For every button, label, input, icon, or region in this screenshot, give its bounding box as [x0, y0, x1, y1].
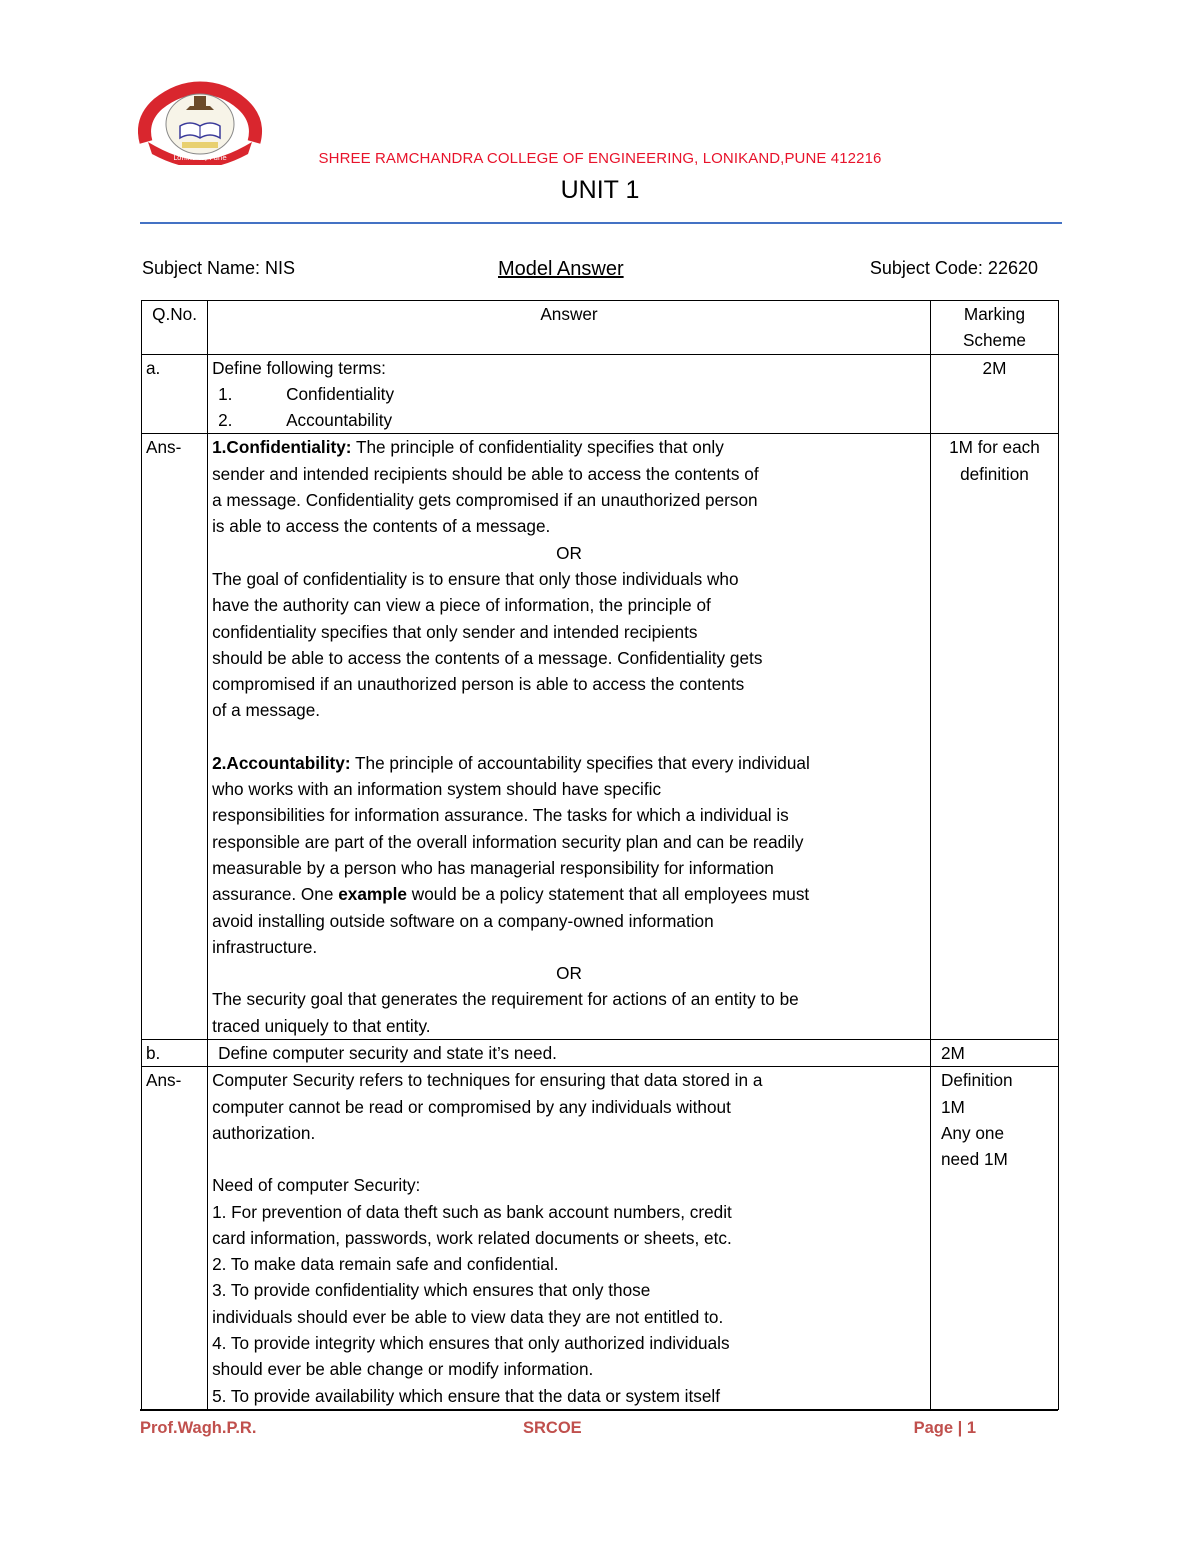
question-b: Define computer security and state it’s need.: [208, 1040, 931, 1067]
or-separator: OR: [556, 963, 582, 984]
list-item: 2. Accountability: [218, 410, 393, 431]
list-item: 1. Confidentiality: [218, 383, 395, 404]
header-answer: Answer: [208, 301, 931, 355]
question-row-b: [142, 1040, 1059, 1067]
answer-row-b: [142, 1067, 1059, 1410]
header-rule: [140, 222, 1062, 224]
marks-ans-a: 1M for each definition: [930, 434, 1058, 1040]
footer-author: Prof.Wagh.P.R.: [140, 1419, 257, 1437]
marks-b: 2M: [930, 1040, 1058, 1067]
ans-label-b: Ans-: [142, 1067, 208, 1410]
college-name: SHREE RAMCHANDRA COLLEGE OF ENGINEERING, LONIKAND,PUNE 412216: [318, 150, 882, 167]
answer-b: Computer Security refers to techniques for ensuring that data stored in a computer cannot be read or compromised by any individuals without authorization. Need of computer Security: 1. For prevention of data theft such as bank account numbers, credit card information, passwords, work related documents or sheets, etc. 2. To make data remain safe and confidential. 3. To provide confidentiality which ensures that only those individuals should ever be able to view data they are not entitled to. 4. To provide integrity which ensures that only authorized individuals should ever be able change or modify information. 5. To provide availability which ensure that the data or system itself: [208, 1067, 931, 1410]
answer-table: [141, 300, 1059, 1410]
marks-ans-b: Definition 1M Any one need 1M: [930, 1067, 1058, 1410]
header-marking: Marking Scheme: [930, 301, 1058, 355]
header-qno: Q.No.: [142, 301, 208, 355]
footer-college: SRCOE: [523, 1419, 582, 1437]
or-separator: OR: [556, 542, 582, 563]
qno-a: a.: [142, 354, 208, 434]
question-a: [208, 354, 931, 434]
accountability-title: 2.Accountability:: [212, 752, 351, 773]
subject-code: Subject Code: 22620: [869, 258, 1038, 278]
footer-rule: [140, 1409, 1058, 1411]
answer-a: 1.Confidentiality: The principle of confidentiality specifies that only sender and intended recipients should be able to access the contents of a message. Confidentiality gets compromised if an unauthorized person is able to access the contents of a message. OR The goal of confidentiality is to ensure that only those individuals who have the authority can view a piece of information, the principle of confidentiality specifies that only sender and intended recipients should be able to access the contents of a message. Confidentiality gets compromised if an unauthorized person is able to access the contents of a message. 2.Accountability: The principle of accountability specifies that every individual who works with an information system should have specific responsibilities for information assurance. The tasks for which a individual is responsible are part of the overall information security plan and can be readily measurable by a person who has managerial responsibility for information assurance. One example would be a policy statement that all employees must avoid installing outside software on a company-owned information infrastructure. OR The security goal that generates the requirement for actions of an entity to be traced uniquely to that entity.: [208, 434, 931, 1040]
subject-row: [142, 258, 1038, 284]
table-header-row: [142, 301, 1059, 355]
need-title: Need of computer Security:: [212, 1175, 421, 1196]
svg-text:Lonikand, Pune: Lonikand, Pune: [173, 154, 227, 162]
ans-label-a: Ans-: [142, 434, 208, 1040]
answer-row-a: [142, 434, 1059, 1040]
confidentiality-title: 1.Confidentiality:: [212, 437, 352, 458]
model-answer-title: Model Answer: [498, 258, 624, 280]
footer-page: Page | 1: [913, 1419, 976, 1437]
unit-title: UNIT 1: [560, 176, 640, 204]
subject-name: Subject Name: NIS: [142, 258, 296, 278]
qno-b: b.: [142, 1040, 208, 1067]
marks-a: 2M: [930, 354, 1058, 434]
question-a-text: Define following terms:: [212, 357, 386, 378]
question-a-list: [212, 381, 926, 434]
question-row-a: [142, 354, 1059, 434]
